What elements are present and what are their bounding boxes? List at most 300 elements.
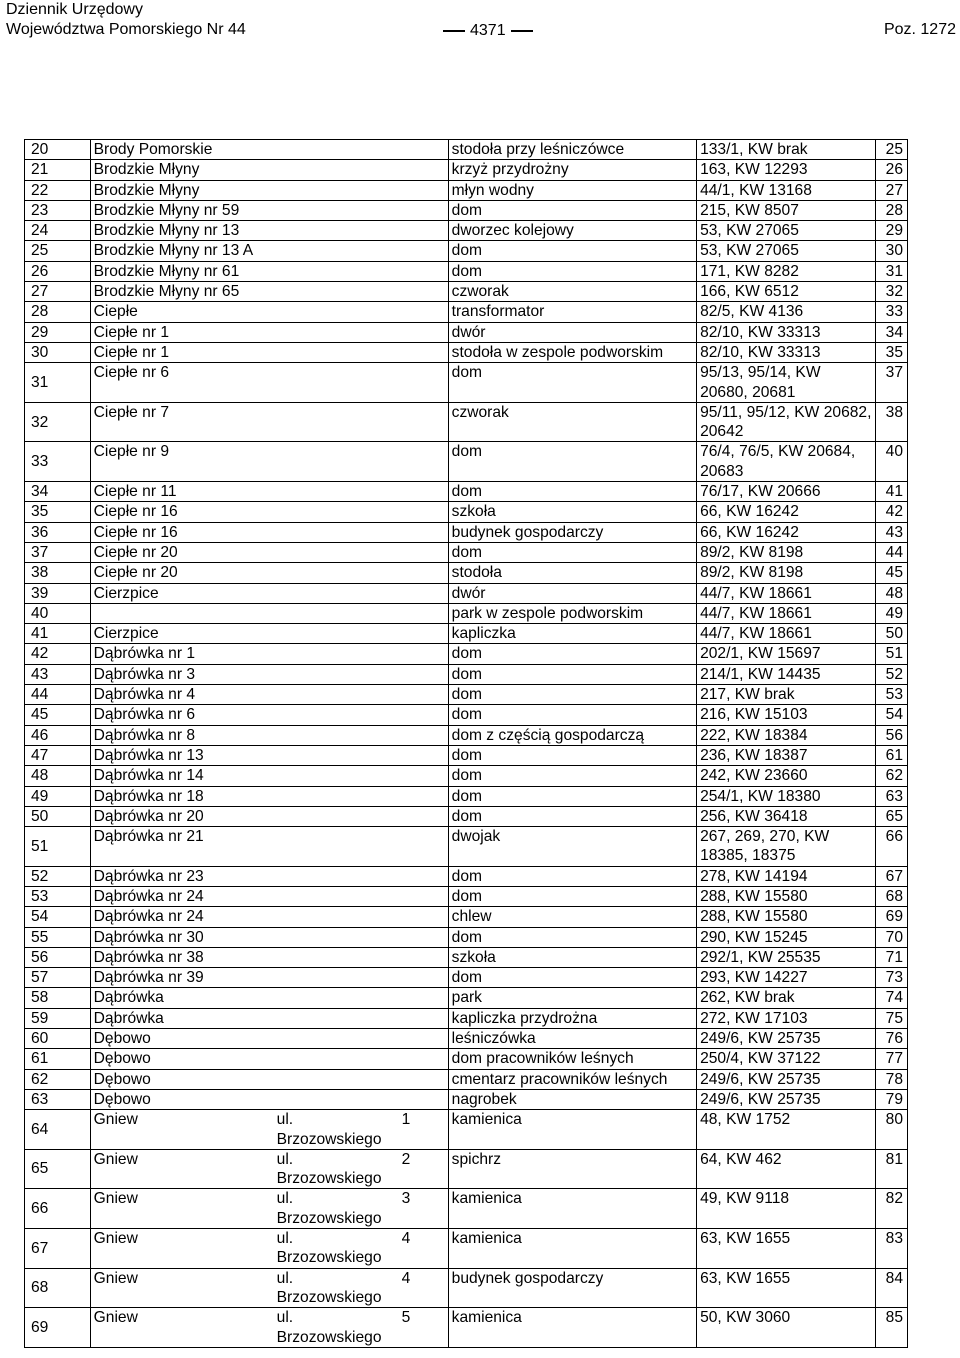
locality: Brodzkie Młyny nr 59 — [90, 200, 448, 220]
table-row — [25, 583, 908, 603]
row-number: 45 — [25, 705, 91, 725]
object-name: chlew — [448, 907, 696, 927]
table-row — [25, 442, 908, 482]
plot-registry: 242, KW 23660 — [697, 766, 876, 786]
entry-position: 30 — [876, 241, 908, 261]
object-name: kamienica — [448, 1189, 696, 1229]
object-name: transformator — [448, 302, 696, 322]
table-row — [25, 180, 908, 200]
plot-registry: 214/1, KW 14435 — [697, 664, 876, 684]
row-number: 40 — [25, 603, 91, 623]
plot-registry: 217, KW brak — [697, 685, 876, 705]
object-name: dom — [448, 363, 696, 403]
plot-registry: 292/1, KW 25535 — [697, 947, 876, 967]
table-row — [25, 624, 908, 644]
page-number — [438, 22, 538, 40]
row-number: 23 — [25, 200, 91, 220]
row-number: 55 — [25, 927, 91, 947]
object-name: park — [448, 988, 696, 1008]
row-number: 30 — [25, 342, 91, 362]
object-name: szkoła — [448, 502, 696, 522]
table-row — [25, 160, 908, 180]
plot-registry: 63, KW 1655 — [697, 1229, 876, 1269]
plot-registry: 215, KW 8507 — [697, 200, 876, 220]
object-name: młyn wodny — [448, 180, 696, 200]
locality: Dąbrówka nr 20 — [90, 806, 448, 826]
register-table — [24, 139, 908, 1348]
locality: Dębowo — [90, 1069, 448, 1089]
row-number: 38 — [25, 563, 91, 583]
plot-registry: 44/7, KW 18661 — [697, 583, 876, 603]
table-row — [25, 1049, 908, 1069]
plot-registry: 53, KW 27065 — [697, 241, 876, 261]
object-name: czworak — [448, 402, 696, 442]
entry-position: 51 — [876, 644, 908, 664]
table-row — [25, 907, 908, 927]
table-row — [25, 725, 908, 745]
row-number: 44 — [25, 685, 91, 705]
object-name: stodoła w zespole podworskim — [448, 342, 696, 362]
object-name: dom — [448, 664, 696, 684]
table-row — [25, 705, 908, 725]
table-row — [25, 1110, 908, 1150]
object-name: kapliczka przydrożna — [448, 1008, 696, 1028]
row-number: 49 — [25, 786, 91, 806]
row-number: 27 — [25, 282, 91, 302]
row-number: 58 — [25, 988, 91, 1008]
city: Gniew — [93, 1190, 138, 1208]
entry-position: 85 — [876, 1308, 908, 1348]
row-number: 37 — [25, 542, 91, 562]
locality: Cierzpice — [90, 624, 448, 644]
table-row — [25, 1089, 908, 1109]
entry-position: 68 — [876, 886, 908, 906]
locality: Brodzkie Młyny nr 13 — [90, 221, 448, 241]
city: Gniew — [93, 1230, 138, 1248]
table-row — [25, 322, 908, 342]
object-name: leśniczówka — [448, 1029, 696, 1049]
row-number: 51 — [25, 827, 91, 867]
plot-registry: 133/1, KW brak — [697, 140, 876, 160]
table-row — [25, 302, 908, 322]
row-number: 31 — [25, 363, 91, 403]
entry-position: 79 — [876, 1089, 908, 1109]
plot-registry: 82/10, KW 33313 — [697, 342, 876, 362]
object-name: dwojak — [448, 827, 696, 867]
entry-position: 62 — [876, 766, 908, 786]
entry-position: 25 — [876, 140, 908, 160]
row-number: 54 — [25, 907, 91, 927]
entry-position: 61 — [876, 745, 908, 765]
locality: Dąbrówka nr 14 — [90, 766, 448, 786]
row-number: 65 — [25, 1149, 91, 1189]
entry-position: 49 — [876, 603, 908, 623]
table-row — [25, 603, 908, 623]
table-row — [25, 866, 908, 886]
plot-registry: 272, KW 17103 — [697, 1008, 876, 1028]
entry-position: 84 — [876, 1268, 908, 1308]
locality: Dąbrówka nr 21 — [90, 827, 448, 867]
row-number: 33 — [25, 442, 91, 482]
plot-registry: 256, KW 36418 — [697, 806, 876, 826]
entry-position: 53 — [876, 685, 908, 705]
object-name: czworak — [448, 282, 696, 302]
city: Gniew — [93, 1150, 138, 1168]
journal-title: Dziennik Urzędowy — [6, 1, 143, 18]
locality: Dąbrówka nr 38 — [90, 947, 448, 967]
locality: Ciepłe nr 16 — [90, 522, 448, 542]
page-number-rule-left — [443, 30, 465, 32]
street: ul. Brzozowskiego — [276, 1309, 382, 1346]
plot-registry: 249/6, KW 25735 — [697, 1029, 876, 1049]
locality: Brody Pomorskie — [90, 140, 448, 160]
entry-position: 56 — [876, 725, 908, 745]
entry-position: 52 — [876, 664, 908, 684]
plot-registry: 293, KW 14227 — [697, 968, 876, 988]
entry-position: 83 — [876, 1229, 908, 1269]
entry-position: 63 — [876, 786, 908, 806]
entry-position: 37 — [876, 363, 908, 403]
plot-registry: 48, KW 1752 — [697, 1110, 876, 1150]
table-row — [25, 1029, 908, 1049]
table-row — [25, 1008, 908, 1028]
plot-registry: 49, KW 9118 — [697, 1189, 876, 1229]
plot-registry: 89/2, KW 8198 — [697, 542, 876, 562]
row-number: 43 — [25, 664, 91, 684]
locality: Brodzkie Młyny — [90, 160, 448, 180]
object-name: dom — [448, 261, 696, 281]
entry-position: 76 — [876, 1029, 908, 1049]
object-name: dwór — [448, 322, 696, 342]
row-number: 28 — [25, 302, 91, 322]
row-number: 64 — [25, 1110, 91, 1150]
city: Gniew — [93, 1269, 138, 1287]
plot-registry: 163, KW 12293 — [697, 160, 876, 180]
plot-registry: 278, KW 14194 — [697, 866, 876, 886]
table-row — [25, 563, 908, 583]
plot-registry: 202/1, KW 15697 — [697, 644, 876, 664]
table-row — [25, 968, 908, 988]
street: ul. Brzozowskiego — [276, 1111, 382, 1148]
journal-issue: Województwa Pomorskiego Nr 44 — [6, 21, 246, 38]
locality — [90, 603, 448, 623]
locality-cell — [90, 1229, 448, 1269]
locality: Ciepłe nr 20 — [90, 563, 448, 583]
locality: Cierzpice — [90, 583, 448, 603]
object-name: dom — [448, 866, 696, 886]
table-row — [25, 1149, 908, 1189]
locality: Dąbrówka nr 23 — [90, 866, 448, 886]
table-row — [25, 664, 908, 684]
object-name: stodoła — [448, 563, 696, 583]
row-number: 42 — [25, 644, 91, 664]
locality: Dąbrówka — [90, 1008, 448, 1028]
object-name: dom — [448, 482, 696, 502]
row-number: 26 — [25, 261, 91, 281]
table-row — [25, 261, 908, 281]
locality: Dąbrówka nr 6 — [90, 705, 448, 725]
entry-position: 35 — [876, 342, 908, 362]
object-name: dom — [448, 806, 696, 826]
locality-cell — [90, 1110, 448, 1150]
plot-registry: 95/13, 95/14, KW 20680, 20681 — [697, 363, 876, 403]
street: ul. Brzozowskiego — [276, 1150, 382, 1188]
entry-position: 45 — [876, 563, 908, 583]
plot-registry: 44/1, KW 13168 — [697, 180, 876, 200]
locality-cell — [90, 1189, 448, 1229]
object-name: dom — [448, 766, 696, 786]
locality: Ciepłe nr 9 — [90, 442, 448, 482]
object-name: stodoła przy leśniczówce — [448, 140, 696, 160]
row-number: 36 — [25, 522, 91, 542]
street: ul. Brzozowskiego — [276, 1230, 382, 1267]
locality: Dębowo — [90, 1029, 448, 1049]
plot-registry: 250/4, KW 37122 — [697, 1049, 876, 1069]
entry-position: 77 — [876, 1049, 908, 1069]
row-number: 34 — [25, 482, 91, 502]
table-row — [25, 282, 908, 302]
plot-registry: 44/7, KW 18661 — [697, 624, 876, 644]
table-row — [25, 766, 908, 786]
object-name: dom — [448, 442, 696, 482]
table-row — [25, 342, 908, 362]
locality: Ciepłe — [90, 302, 448, 322]
page-number-text: 4371 — [470, 22, 506, 39]
table-row — [25, 1308, 908, 1348]
row-number: 47 — [25, 745, 91, 765]
locality: Brodzkie Młyny nr 61 — [90, 261, 448, 281]
plot-registry: 89/2, KW 8198 — [697, 563, 876, 583]
locality: Dąbrówka nr 18 — [90, 786, 448, 806]
object-name: budynek gospodarczy — [448, 1268, 696, 1308]
object-name: dworzec kolejowy — [448, 221, 696, 241]
table-row — [25, 482, 908, 502]
house-number: 3 — [401, 1190, 411, 1208]
entry-position: 42 — [876, 502, 908, 522]
entry-position: 34 — [876, 322, 908, 342]
row-number: 63 — [25, 1089, 91, 1109]
table-row — [25, 1229, 908, 1269]
plot-registry: 76/4, 76/5, KW 20684, 20683 — [697, 442, 876, 482]
entry-position: 67 — [876, 866, 908, 886]
locality-cell — [90, 1149, 448, 1189]
house-number: 5 — [401, 1309, 411, 1327]
entry-position: 73 — [876, 968, 908, 988]
entry-position: 75 — [876, 1008, 908, 1028]
plot-registry: 50, KW 3060 — [697, 1308, 876, 1348]
table-row — [25, 402, 908, 442]
plot-registry: 254/1, KW 18380 — [697, 786, 876, 806]
object-name: park w zespole podworskim — [448, 603, 696, 623]
plot-registry: 76/17, KW 20666 — [697, 482, 876, 502]
row-number: 41 — [25, 624, 91, 644]
table-row — [25, 502, 908, 522]
locality: Dębowo — [90, 1049, 448, 1069]
row-number: 50 — [25, 806, 91, 826]
object-name: kamienica — [448, 1229, 696, 1269]
entry-position: 32 — [876, 282, 908, 302]
table-row — [25, 685, 908, 705]
entry-position: 27 — [876, 180, 908, 200]
object-name: dom — [448, 886, 696, 906]
entry-position: 41 — [876, 482, 908, 502]
locality: Brodzkie Młyny nr 13 A — [90, 241, 448, 261]
object-name: dom — [448, 927, 696, 947]
locality: Brodzkie Młyny nr 65 — [90, 282, 448, 302]
locality: Dąbrówka nr 24 — [90, 907, 448, 927]
plot-registry: 95/11, 95/12, KW 20682, 20642 — [697, 402, 876, 442]
row-number: 29 — [25, 322, 91, 342]
object-name: kamienica — [448, 1308, 696, 1348]
locality: Ciepłe nr 16 — [90, 502, 448, 522]
entry-position: 82 — [876, 1189, 908, 1229]
entry-position: 26 — [876, 160, 908, 180]
object-name: dom — [448, 705, 696, 725]
object-name: nagrobek — [448, 1089, 696, 1109]
table-row — [25, 927, 908, 947]
table-row — [25, 522, 908, 542]
entry-position: 66 — [876, 827, 908, 867]
row-number: 53 — [25, 886, 91, 906]
object-name: dom — [448, 542, 696, 562]
locality: Dąbrówka nr 30 — [90, 927, 448, 947]
table-row — [25, 745, 908, 765]
row-number: 22 — [25, 180, 91, 200]
plot-registry: 44/7, KW 18661 — [697, 603, 876, 623]
table-row — [25, 241, 908, 261]
table-row — [25, 221, 908, 241]
table-row — [25, 947, 908, 967]
entry-position: 38 — [876, 402, 908, 442]
row-number: 46 — [25, 725, 91, 745]
locality: Dąbrówka nr 13 — [90, 745, 448, 765]
entry-position: 31 — [876, 261, 908, 281]
locality: Dębowo — [90, 1089, 448, 1109]
table-row — [25, 886, 908, 906]
register-table-body — [25, 140, 908, 1348]
object-name: kapliczka — [448, 624, 696, 644]
entry-position: 70 — [876, 927, 908, 947]
locality-cell — [90, 1268, 448, 1308]
city: Gniew — [93, 1309, 138, 1327]
entry-position: 50 — [876, 624, 908, 644]
object-name: spichrz — [448, 1149, 696, 1189]
locality: Dąbrówka nr 3 — [90, 664, 448, 684]
object-name: cmentarz pracowników leśnych — [448, 1069, 696, 1089]
plot-registry: 222, KW 18384 — [697, 725, 876, 745]
plot-registry: 249/6, KW 25735 — [697, 1069, 876, 1089]
plot-registry: 66, KW 16242 — [697, 502, 876, 522]
row-number: 68 — [25, 1268, 91, 1308]
row-number: 67 — [25, 1229, 91, 1269]
house-number: 2 — [401, 1150, 411, 1168]
plot-registry: 82/10, KW 33313 — [697, 322, 876, 342]
street: ul. Brzozowskiego — [276, 1190, 382, 1227]
row-number: 25 — [25, 241, 91, 261]
locality: Dąbrówka nr 39 — [90, 968, 448, 988]
city: Gniew — [93, 1111, 138, 1129]
position-label: Poz. 1272 — [883, 21, 956, 38]
locality: Ciepłe nr 20 — [90, 542, 448, 562]
object-name: kamienica — [448, 1110, 696, 1150]
object-name: dom — [448, 241, 696, 261]
locality: Dąbrówka nr 4 — [90, 685, 448, 705]
object-name: dwór — [448, 583, 696, 603]
row-number: 62 — [25, 1069, 91, 1089]
row-number: 60 — [25, 1029, 91, 1049]
locality: Ciepłe nr 1 — [90, 322, 448, 342]
table-row — [25, 827, 908, 867]
table-row — [25, 1069, 908, 1089]
object-name: szkoła — [448, 947, 696, 967]
plot-registry: 53, KW 27065 — [697, 221, 876, 241]
object-name: dom — [448, 968, 696, 988]
entry-position: 48 — [876, 583, 908, 603]
row-number: 59 — [25, 1008, 91, 1028]
locality: Brodzkie Młyny — [90, 180, 448, 200]
table-row — [25, 988, 908, 1008]
plot-registry: 216, KW 15103 — [697, 705, 876, 725]
entry-position: 78 — [876, 1069, 908, 1089]
plot-registry: 82/5, KW 4136 — [697, 302, 876, 322]
table-row — [25, 363, 908, 403]
object-name: budynek gospodarczy — [448, 522, 696, 542]
plot-registry: 262, KW brak — [697, 988, 876, 1008]
row-number: 32 — [25, 402, 91, 442]
entry-position: 69 — [876, 907, 908, 927]
object-name: dom — [448, 685, 696, 705]
row-number: 69 — [25, 1308, 91, 1348]
entry-position: 80 — [876, 1110, 908, 1150]
house-number: 1 — [401, 1111, 411, 1129]
row-number: 21 — [25, 160, 91, 180]
plot-registry: 290, KW 15245 — [697, 927, 876, 947]
locality: Ciepłe nr 1 — [90, 342, 448, 362]
row-number: 52 — [25, 866, 91, 886]
house-number: 4 — [401, 1230, 411, 1248]
table-row — [25, 200, 908, 220]
entry-position: 40 — [876, 442, 908, 482]
locality: Dąbrówka nr 8 — [90, 725, 448, 745]
table-row — [25, 1189, 908, 1229]
row-number: 57 — [25, 968, 91, 988]
locality: Ciepłe nr 6 — [90, 363, 448, 403]
entry-position: 44 — [876, 542, 908, 562]
street: ul. Brzozowskiego — [276, 1269, 382, 1306]
locality: Dąbrówka nr 1 — [90, 644, 448, 664]
row-number: 20 — [25, 140, 91, 160]
table-row — [25, 644, 908, 664]
row-number: 35 — [25, 502, 91, 522]
plot-registry: 171, KW 8282 — [697, 261, 876, 281]
page-number-rule-right — [511, 30, 533, 32]
row-number: 24 — [25, 221, 91, 241]
entry-position: 81 — [876, 1149, 908, 1189]
table-row — [25, 806, 908, 826]
entry-position: 71 — [876, 947, 908, 967]
plot-registry: 249/6, KW 25735 — [697, 1089, 876, 1109]
entry-position: 43 — [876, 522, 908, 542]
plot-registry: 166, KW 6512 — [697, 282, 876, 302]
entry-position: 28 — [876, 200, 908, 220]
locality-cell — [90, 1308, 448, 1348]
page-header — [0, 0, 960, 50]
entry-position: 33 — [876, 302, 908, 322]
plot-registry: 288, KW 15580 — [697, 886, 876, 906]
object-name: dom pracowników leśnych — [448, 1049, 696, 1069]
object-name: dom — [448, 644, 696, 664]
row-number: 39 — [25, 583, 91, 603]
